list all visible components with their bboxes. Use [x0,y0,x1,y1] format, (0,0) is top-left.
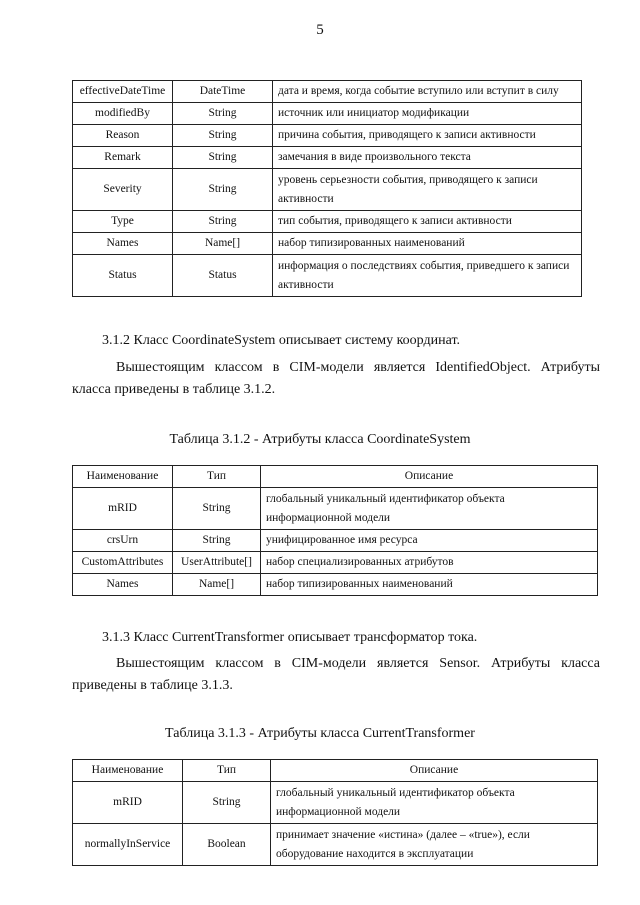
attr-description: дата и время, когда событие вступило или вступит в силу [273,81,582,103]
coordinate-system-attributes-table [72,465,598,596]
attr-description: тип события, приводящего к записи активности [273,211,582,233]
attr-type: DateTime [173,81,273,103]
attr-type: String [173,530,261,552]
attr-name: mRID [73,488,173,530]
attr-name: mRID [73,782,183,824]
section-heading-3-1-3: 3.1.3 Класс CurrentTransformer описывает трансформатор тока. [102,630,478,645]
attr-description: набор типизированных наименований [261,574,598,596]
table-row [73,125,582,147]
table-caption-3-1-3: Таблица 3.1.3 - Атрибуты класса CurrentTransformer [165,726,475,741]
current-transformer-attributes-table [72,759,598,866]
attr-type: String [173,125,273,147]
attr-name: effectiveDateTime [73,81,173,103]
table-caption-3-1-2: Таблица 3.1.2 - Атрибуты класса CoordinateSystem [169,432,471,447]
attr-description: причина события, приводящего к записи активности [273,125,582,147]
attr-description: замечания в виде произвольного текста [273,147,582,169]
attr-type: String [173,488,261,530]
table-row [73,81,582,103]
attributes-table-continued [72,80,582,297]
table-row [73,103,582,125]
attr-description: источник или инициатор модификации [273,103,582,125]
table-header-row [73,760,598,782]
table-row [73,552,598,574]
col-header-name: Наименование [73,760,183,782]
attr-type: String [173,147,273,169]
attr-description: принимает значение «истина» (далее – «true»), если оборудование находится в эксплуатации [271,824,598,866]
col-header-type: Тип [183,760,271,782]
table-row [73,824,598,866]
section-paragraph-3-1-3: Вышестоящим классом в CIM-модели является Sensor. Атрибуты класса приведены в таблице 3.1.3. [72,656,600,693]
attr-name: CustomAttributes [73,552,173,574]
table-header-row [73,466,598,488]
table-row [73,233,582,255]
attr-description: информация о последствиях события, приведшего к записи активности [273,255,582,297]
attr-name: normallyInService [73,824,183,866]
table-row [73,530,598,552]
attr-description: унифицированное имя ресурса [261,530,598,552]
attr-name: Names [73,574,173,596]
attr-type: Status [173,255,273,297]
attr-type: String [173,103,273,125]
attr-description: глобальный уникальный идентификатор объекта информационной модели [271,782,598,824]
table-row [73,488,598,530]
attr-name: Reason [73,125,173,147]
attr-name: Severity [73,169,173,211]
col-header-description: Описание [261,466,598,488]
col-header-name: Наименование [73,466,173,488]
table-row [73,211,582,233]
attr-name: Type [73,211,173,233]
table-row [73,147,582,169]
attr-type: Name[] [173,574,261,596]
attr-description: глобальный уникальный идентификатор объекта информационной модели [261,488,598,530]
table-row [73,255,582,297]
attr-description: уровень серьезности события, приводящего к записи активности [273,169,582,211]
table-row [73,782,598,824]
page-number: 5 [316,22,324,38]
attr-type: UserAttribute[] [173,552,261,574]
attr-type: Boolean [183,824,271,866]
col-header-description: Описание [271,760,598,782]
attr-name: Remark [73,147,173,169]
attr-description: набор типизированных наименований [273,233,582,255]
attr-name: modifiedBy [73,103,173,125]
col-header-type: Тип [173,466,261,488]
attr-type: String [173,211,273,233]
attr-type: String [183,782,271,824]
attr-name: crsUrn [73,530,173,552]
table-row [73,574,598,596]
attr-type: Name[] [173,233,273,255]
section-heading-3-1-2: 3.1.2 Класс CoordinateSystem описывает систему координат. [102,333,461,348]
section-paragraph-3-1-2: Вышестоящим классом в CIM-модели является IdentifiedObject. Атрибуты класса приведены в таблице 3.1.2. [72,360,600,397]
attr-type: String [173,169,273,211]
attr-name: Names [73,233,173,255]
attr-name: Status [73,255,173,297]
attr-description: набор специализированных атрибутов [261,552,598,574]
table-row [73,169,582,211]
